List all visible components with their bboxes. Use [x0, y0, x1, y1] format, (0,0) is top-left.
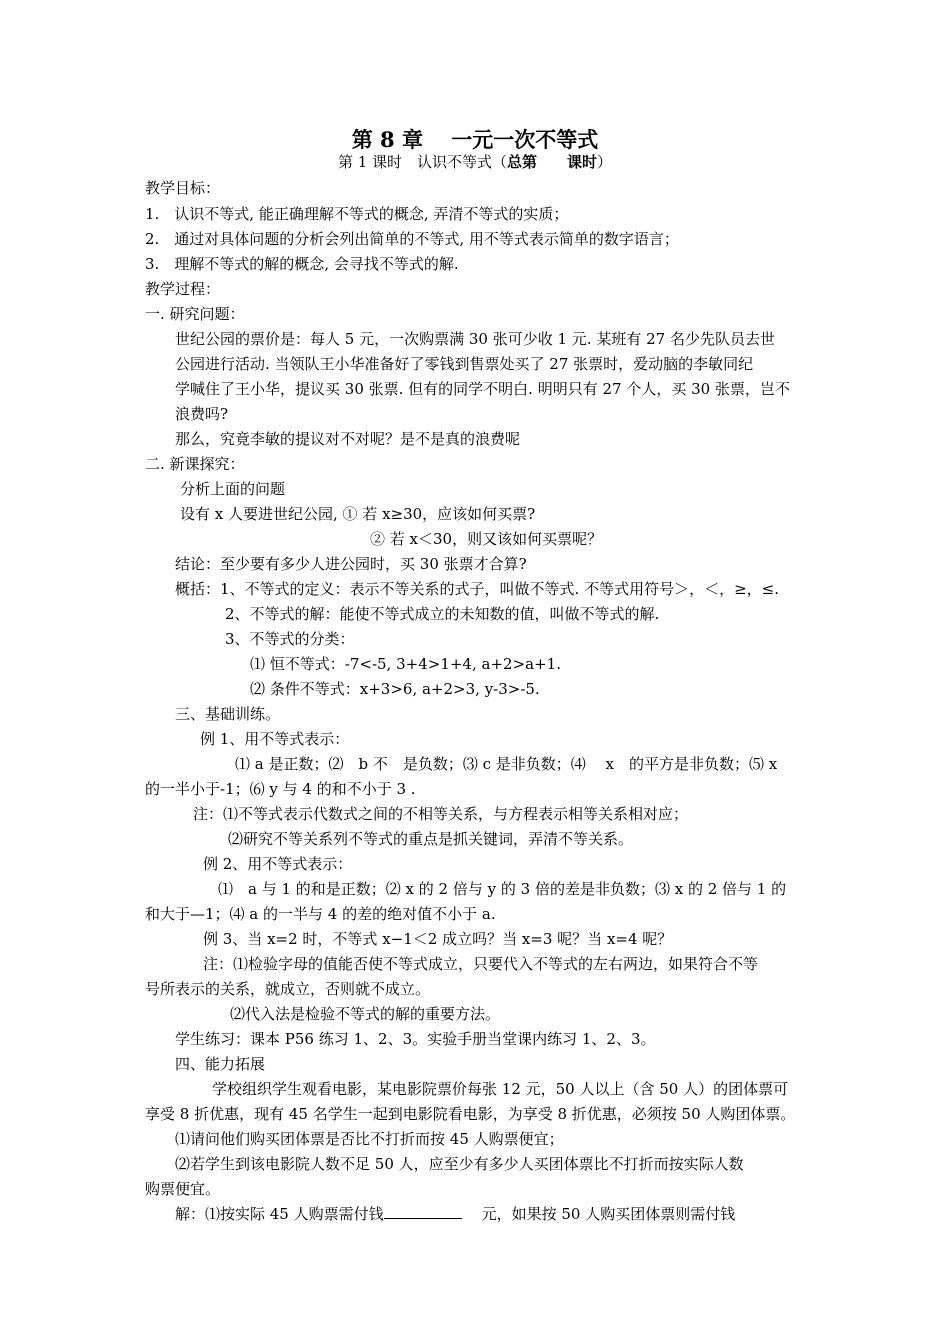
solution-part-2: 元，如果按 50 人购买团体票则需付钱	[481, 1205, 736, 1223]
note-3-cont: 号所表示的关系，就成立，否则就不成立。	[145, 980, 431, 998]
example-1-items: ⑴ a 是正数；⑵ b 不 是负数；⑶ c 是非负数；⑷ x 的平方是非负数；⑸ x	[235, 755, 778, 773]
solution-part-1: 解：⑴按实际 45 人购票需付钱	[175, 1205, 384, 1223]
example-3: 例 3、当 x=2 时，不等式 x−1＜2 成立吗？当 x=3 呢？当 x=4 呢？	[203, 930, 673, 948]
extension-question-2-cont: 购票便宜。	[145, 1180, 221, 1198]
objective-3: 3. 理解不等式的解的概念, 会寻找不等式的解.	[145, 255, 459, 273]
classification-2: ⑵ 条件不等式：x+3>6, a+2>3, y-3>-5.	[250, 680, 540, 698]
conclusion-line: 结论：至少要有多少人进公园时，买 30 张票才合算?	[175, 555, 527, 573]
solution-line	[175, 1204, 735, 1224]
classification-1: ⑴ 恒不等式：-7<-5, 3+4>1+4, a+2>a+1.	[250, 655, 561, 673]
section-2-heading: 二. 新课探究：	[145, 455, 245, 473]
example-1-items-cont: 的一半小于-1；⑹ y 与 4 的和不小于 3 .	[145, 780, 416, 798]
example-2-items-cont: 和大于—1；⑷ a 的一半与 4 的差的绝对值不小于 a.	[145, 905, 496, 923]
summary-classification: 3、不等式的分类：	[225, 630, 355, 648]
problem-line: 浪费吗?	[175, 405, 229, 423]
problem-line: 学喊住了王小华，提议买 30 张票. 但有的同学不明白. 明明只有 27 个人，买 30 张票，岂不	[175, 380, 790, 398]
objective-2: 2. 通过对具体问题的分析会列出简单的不等式, 用不等式表示简单的数字语言；	[145, 230, 679, 248]
teaching-process-heading: 教学过程：	[145, 280, 221, 298]
extension-question-2: ⑵若学生到该电影院人数不足 50 人，应至少有多少人买团体票比不打折而按实际人数	[175, 1155, 744, 1173]
analysis-line: 分析上面的问题	[180, 480, 286, 498]
extension-problem-cont: 享受 8 折优惠，现有 45 名学生一起到电影院看电影，为享受 8 折优惠，必须按 50 人购团体票。	[145, 1105, 796, 1123]
student-practice: 学生练习：课本 P56 练习 1、2、3。实验手册当堂课内练习 1、2、3。	[175, 1030, 656, 1048]
analysis-case-2: ② 若 x＜30，则又该如何买票呢？	[370, 530, 603, 548]
note-1: 注：⑴不等式表示代数式之间的不相等关系，与方程表示相等关系相对应；	[193, 805, 689, 823]
extension-problem: 学校组织学生观看电影，某电影院票价每张 12 元，50 人以上（含 50 人）的团体票可	[212, 1080, 789, 1098]
lesson-subtitle	[0, 152, 950, 172]
section-3-heading: 三、基础训练。	[175, 705, 281, 723]
extension-question-1: ⑴请问他们购买团体票是否比不打折而按 45 人购票便宜；	[175, 1130, 564, 1148]
problem-question: 那么，究竟李敏的提议对不对呢？是不是真的浪费呢	[175, 430, 521, 448]
subtitle-prefix: 第 1 课时 认识不等式（	[337, 153, 508, 171]
example-1-heading: 例 1、用不等式表示：	[200, 730, 350, 748]
problem-line: 世纪公园的票价是：每人 5 元，一次购票满 30 张可少收 1 元. 某班有 27 名少先队员去世	[175, 330, 775, 348]
note-3: 注：⑴检验字母的值能否使不等式成立，只要代入不等式的左右两边，如果符合不等	[203, 955, 759, 973]
problem-line: 公园进行活动. 当领队王小华准备好了零钱到售票处买了 27 张票时，爱动脑的李敏同纪	[175, 355, 754, 373]
note-4: ⑵代入法是检验不等式的解的重要方法。	[230, 1005, 501, 1023]
chapter-title: 第 8 章 一元一次不等式	[351, 127, 599, 152]
teaching-objectives-heading: 教学目标：	[145, 179, 221, 197]
subtitle-bold: 总第 课时	[507, 153, 598, 171]
analysis-case-1: 设有 x 人要进世纪公园, ① 若 x≥30，应该如何买票?	[180, 505, 536, 523]
example-2-items: ⑴ a 与 1 的和是正数；⑵ x 的 2 倍与 y 的 3 倍的差是非负数；⑶ x 的 2 倍与 1 的	[218, 880, 787, 898]
example-2-heading: 例 2、用不等式表示：	[203, 855, 353, 873]
objective-1: 1. 认识不等式, 能正确理解不等式的概念, 弄清不等式的实质；	[145, 205, 569, 223]
section-1-heading: 一. 研究问题：	[145, 305, 245, 323]
summary-solution: 2、不等式的解：能使不等式成立的未知数的值，叫做不等式的解.	[225, 605, 660, 623]
answer-blank[interactable]	[384, 1204, 462, 1219]
subtitle-suffix: ）	[597, 153, 613, 171]
note-2: ⑵研究不等关系列不等式的重点是抓关键词，弄清不等关系。	[228, 830, 634, 848]
summary-definition: 概括：1、不等式的定义：表示不等关系的式子，叫做不等式. 不等式用符号＞，＜，≥，≤.	[175, 580, 779, 598]
section-4-heading: 四、能力拓展	[175, 1055, 266, 1073]
